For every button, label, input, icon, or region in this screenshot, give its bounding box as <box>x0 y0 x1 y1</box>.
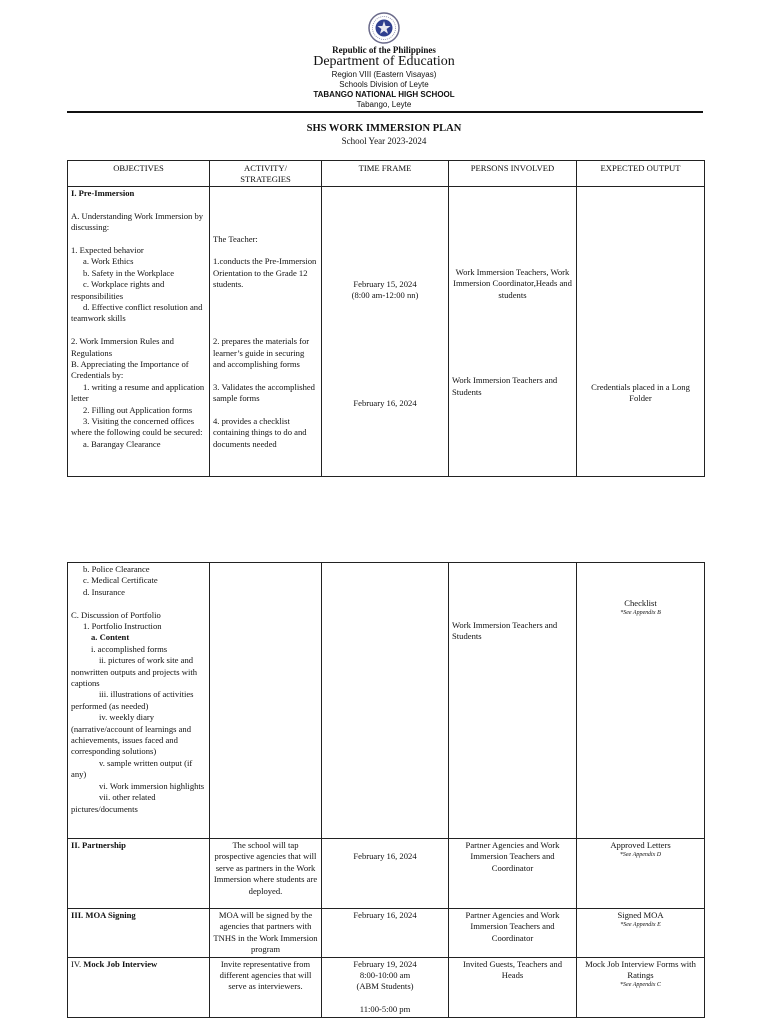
activity-cell <box>210 563 322 839</box>
date-text: February 19, 2024 <box>353 958 417 969</box>
date-text: February 16, 2024 <box>353 397 417 408</box>
header-divider <box>67 111 703 113</box>
list-item: i. accomplished forms <box>91 643 168 654</box>
list-item: a. Content <box>91 632 130 643</box>
table-header-row <box>68 161 705 187</box>
list-item: The Teacher: <box>213 233 258 244</box>
col-persons-involved: PERSONS INVOLVED <box>449 161 577 187</box>
output-text: Approved Letters <box>610 840 671 850</box>
list-item: C. Discussion of Portfolio <box>71 609 161 620</box>
school-year: School Year 2023-2024 <box>341 136 427 146</box>
group-text: (ABM Students) <box>356 981 414 992</box>
list-item: 1. Portfolio Instruction <box>83 621 162 632</box>
division-label: Schools Division of Leyte <box>339 80 429 89</box>
table-row <box>68 187 705 477</box>
town-label: Tabango, Leyte <box>356 100 412 109</box>
list-item: 1.conducts the Pre-Immersion Orientation to the Grade 12 students. <box>213 256 317 290</box>
appendix-note: *See Appendix D <box>619 852 662 859</box>
persons-text: Work Immersion Teachers and Students <box>452 620 558 642</box>
persons-text: Work Immersion Teachers, Work Immersion Coordinator,Heads and students <box>453 267 572 300</box>
col-activity <box>210 161 322 187</box>
persons-text: Work Immersion Teachers and Students <box>452 375 558 397</box>
republic-label: Republic of the Philippines <box>332 45 436 55</box>
section-number: IV. <box>71 958 84 969</box>
list-item: a. Work Ethics <box>83 256 134 267</box>
time-text: (8:00 am-12:00 nn) <box>351 290 419 301</box>
output-text: Credentials placed in a Long Folder <box>591 382 690 404</box>
list-item: A. Understanding Work Immersion by discussing: <box>71 210 204 233</box>
list-item: c. Workplace rights and responsibilities <box>71 279 165 301</box>
table-row <box>68 957 705 1017</box>
immersion-plan-table-part-1 <box>67 160 705 477</box>
time-frame-cell <box>322 957 449 1017</box>
school-name: TABANGO NATIONAL HIGH SCHOOL <box>313 90 455 99</box>
appendix-note: *See Appendix E <box>620 922 661 929</box>
time-frame-cell: February 16, 2024 <box>322 909 449 958</box>
expected-output-cell <box>577 839 705 909</box>
output-text: Mock Job Interview Forms with Ratings <box>585 958 696 981</box>
persons-cell: Partner Agencies and Work Immersion Teachers and Coordinator <box>449 909 577 958</box>
list-item: iii. illustrations of activities performed (as needed) <box>71 689 194 711</box>
list-item: ii. pictures of work site and nonwritten outputs and projects with captions <box>71 655 198 689</box>
list-item: c. Medical Certificate <box>83 575 158 586</box>
objectives-cell <box>68 563 210 839</box>
appendix-note: *See Appendix C <box>620 982 661 989</box>
list-item: 2. Work Immersion Rules and Regulations <box>71 336 174 358</box>
expected-output-cell <box>577 563 705 839</box>
list-item: iv. weekly diary (narrative/account of learnings and achievements, issues faced and corresponding solutions) <box>71 712 192 757</box>
immersion-plan-table-part-2 <box>67 562 705 1018</box>
section-heading: III. MOA Signing <box>71 910 136 920</box>
col-activity-line2: STRATEGIES <box>240 174 291 184</box>
time-text: 8:00-10:00 am <box>359 970 411 981</box>
list-item: 3. Visiting the concerned offices where the following could be secured: <box>71 416 203 438</box>
table-row <box>68 839 705 909</box>
persons-cell <box>449 187 577 477</box>
time-text: 11:00-5:00 pm <box>359 1004 411 1015</box>
section-heading: Mock Job Interview <box>83 958 158 969</box>
objectives-cell <box>68 957 210 1017</box>
list-item: b. Safety in the Workplace <box>83 267 175 278</box>
output-text: Signed MOA <box>617 910 664 920</box>
list-item: 4. provides a checklist containing things to do and documents needed <box>213 415 307 449</box>
col-expected-output: EXPECTED OUTPUT <box>577 161 705 187</box>
activity-cell: The school will tap prospective agencies that will serve as partners in the Work Immersion where students are deployed. <box>210 839 322 909</box>
persons-cell: Invited Guests, Teachers and Heads <box>449 957 577 1017</box>
col-time-frame: TIME FRAME <box>322 161 449 187</box>
expected-output-cell <box>577 909 705 958</box>
list-item: d. Insurance <box>83 586 125 597</box>
list-item: 2. prepares the materials for learner’s guide in securing and accomplishing forms <box>213 336 310 369</box>
objectives-cell <box>68 909 210 958</box>
date-text: February 15, 2024 <box>353 279 417 289</box>
time-frame-cell <box>322 563 449 839</box>
appendix-note: *See Appendix B <box>620 610 661 617</box>
objectives-cell <box>68 839 210 909</box>
activity-cell <box>210 187 322 477</box>
expected-output-cell <box>577 957 705 1017</box>
section-heading: I. Pre-Immersion <box>71 188 135 198</box>
col-activity-line1: ACTIVITY/ <box>244 163 287 173</box>
list-item: 1. Expected behavior <box>71 245 144 255</box>
section-heading: II. Partnership <box>71 840 126 850</box>
list-item: B. Appreciating the Importance of Credentials by: <box>71 359 189 381</box>
objectives-cell <box>68 187 210 477</box>
list-item: 1. writing a resume and application letter <box>71 381 205 404</box>
list-item: vi. Work immersion highlights <box>99 780 205 791</box>
activity-cell: MOA will be signed by the agencies that partners with TNHS in the Work Immersion program <box>210 909 322 958</box>
list-item: a. Barangay Clearance <box>83 438 161 449</box>
table-row <box>68 909 705 958</box>
persons-cell <box>449 563 577 839</box>
list-item: b. Police Clearance <box>83 564 150 574</box>
list-item: 2. Filling out Application forms <box>83 404 193 415</box>
list-item: 3. Validates the accomplished sample forms <box>213 381 315 404</box>
date-text: February 16, 2024 <box>353 851 417 861</box>
region-label: Region VIII (Eastern Visayas) <box>331 70 437 79</box>
time-frame-cell <box>322 839 449 909</box>
expected-output-cell <box>577 187 705 477</box>
output-text: Checklist <box>624 598 657 608</box>
list-item: d. Effective conflict resolution and teamwork skills <box>71 302 203 324</box>
col-objectives: OBJECTIVES <box>68 161 210 187</box>
department-name: Department of Education <box>313 54 455 69</box>
list-item: v. sample written output (if any) <box>71 757 193 780</box>
time-frame-cell <box>322 187 449 477</box>
deped-seal-icon <box>368 12 400 44</box>
table-row <box>68 563 705 839</box>
persons-cell: Partner Agencies and Work Immersion Teachers and Coordinator <box>449 839 577 909</box>
document-title: SHS WORK IMMERSION PLAN <box>306 123 462 134</box>
list-item: vii. other related pictures/documents <box>71 792 156 814</box>
activity-cell: Invite representative from different agencies that will serve as interviewers. <box>210 957 322 1017</box>
